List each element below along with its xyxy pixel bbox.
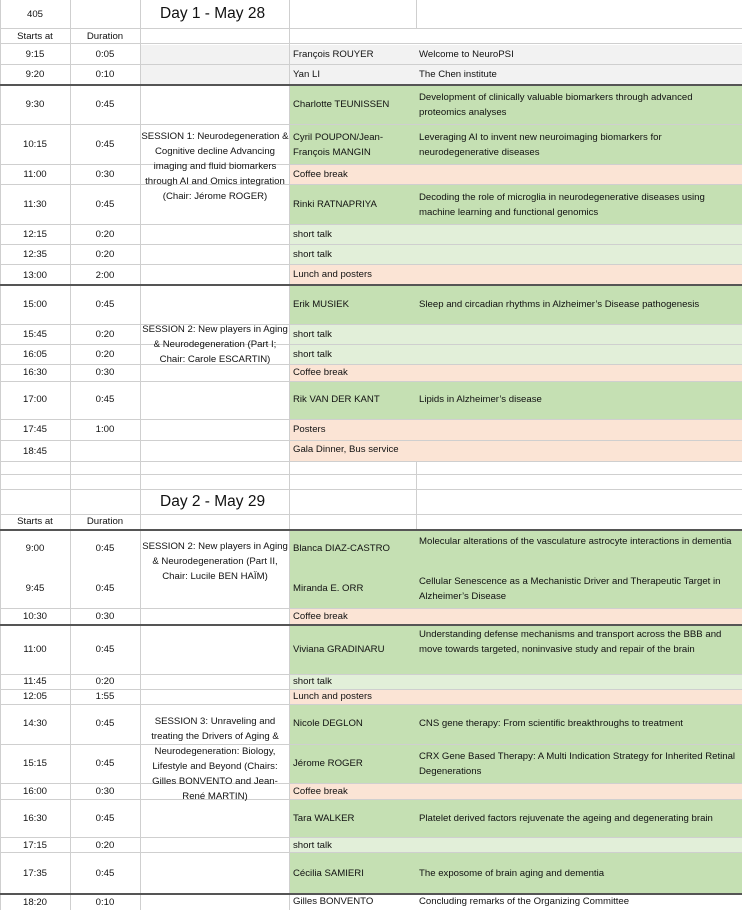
speaker: Tara WALKER [293, 813, 355, 824]
speaker: François ROUYER [293, 49, 374, 60]
row-line [0, 244, 742, 245]
start-time: 11:45 [23, 676, 47, 687]
talk-title: Molecular alterations of the vasculature astrocyte interactions in dementia [419, 536, 732, 547]
speaker: Charlotte TEUNISSEN [293, 99, 390, 110]
duration-header: Duration [86, 31, 124, 42]
col-line [289, 0, 290, 910]
start-time: 9:15 [25, 49, 45, 60]
break-label: Posters [293, 424, 326, 435]
duration: 0:30 [95, 611, 115, 622]
row-line [0, 64, 742, 65]
start-time: 15:45 [22, 329, 47, 340]
row-line [0, 419, 742, 420]
short-talk-label: short talk [293, 349, 332, 360]
row-line [0, 164, 742, 165]
talk-title: CRX Gene Based Therapy: A Multi Indication Strategy for Inherited Retinal Degenerations [419, 751, 736, 777]
duration-header: Duration [86, 516, 124, 527]
session-label: SESSION 1: Neurodegeneration & Cognitive decline Advancing imaging and fluid biomarkers through AI and Omics integration (Chair: Jérome ROGER) [141, 131, 289, 202]
talk-title: Platelet derived factors rejuvenate the ageing and degenerating brain [419, 813, 713, 824]
duration: 0:45 [95, 139, 115, 150]
duration: 0:20 [95, 349, 115, 360]
row-line [0, 744, 742, 745]
starts-header: Starts at [17, 516, 53, 527]
col-line [416, 461, 417, 530]
talk-title: Sleep and circadian rhythms in Alzheimer’s Disease pathogenesis [419, 299, 700, 310]
break-fill [290, 783, 742, 799]
duration: 0:45 [95, 758, 115, 769]
speaker: Nicole DEGLON [293, 718, 363, 729]
talk-title: CNS gene therapy: From scientific breakthroughs to treatment [419, 718, 683, 729]
row-line [0, 381, 742, 382]
row-line [0, 474, 742, 475]
break-label: Coffee break [293, 169, 348, 180]
talk-title: Understanding defense mechanisms and transport across the BBB and move towards targeted, noninvasive study and repair of the brain [419, 629, 722, 655]
session-label: SESSION 2: New players in Aging & Neurodegeneration (Part I; Chair: Carole ESCARTIN) [142, 324, 288, 365]
talk-title: The Chen institute [419, 69, 497, 80]
duration: 0:30 [95, 367, 115, 378]
day1-title: Day 1 - May 28 [160, 5, 266, 22]
break-label: Coffee break [293, 786, 348, 797]
duration: 0:20 [95, 840, 115, 851]
room-number: 405 [26, 9, 43, 20]
short-talk-label: short talk [293, 676, 332, 687]
session-label: SESSION 3: Unraveling and treating the Drivers of Aging & Neurodegeneration: Biology, Lifestyle and Beyond (Chairs: Gilles BONVENTO and Jean-René MARTIN) [151, 716, 279, 802]
start-time: 17:15 [22, 840, 47, 851]
speaker: Cyril POUPON/Jean-François MANGIN [293, 132, 384, 158]
row-line [0, 461, 742, 462]
day2-title: Day 2 - May 29 [160, 493, 266, 510]
row-line [0, 704, 742, 705]
short-fill [290, 837, 742, 852]
start-time: 14:30 [22, 718, 47, 729]
start-time: 9:45 [25, 583, 45, 594]
start-time: 10:30 [22, 611, 47, 622]
speaker: Yan LI [293, 69, 321, 80]
start-time: 9:30 [25, 99, 45, 110]
speaker: Jérome ROGER [293, 758, 363, 769]
speaker: Viviana GRADINARU [293, 644, 385, 655]
speaker: Cécilia SAMIERI [293, 868, 364, 879]
start-time: 15:00 [22, 299, 47, 310]
duration: 1:00 [95, 424, 115, 435]
row-line [0, 264, 742, 265]
duration: 0:10 [95, 69, 115, 80]
duration: 0:20 [95, 676, 115, 687]
short-talk-label: short talk [293, 229, 332, 240]
duration: 0:45 [95, 644, 115, 655]
speaker: Miranda E. ORR [293, 583, 364, 594]
row-line [0, 624, 742, 626]
break-label: Coffee break [293, 367, 348, 378]
duration: 0:45 [95, 718, 115, 729]
speaker: Blanca DIAZ-CASTRO [293, 543, 391, 554]
break-fill [290, 164, 742, 184]
talk-title: Development of clinically valuable biomarkers through advanced proteomics analyses [419, 92, 693, 118]
start-time: 11:30 [23, 199, 47, 210]
starts-header: Starts at [17, 31, 53, 42]
row-line [0, 124, 742, 125]
duration: 0:45 [95, 99, 115, 110]
start-time: 11:00 [23, 169, 47, 180]
start-time: 9:00 [25, 543, 45, 554]
talk-title: Concluding remarks of the Organizing Committee [419, 896, 630, 907]
break-label: Lunch and posters [293, 691, 372, 702]
talk-title: Leveraging AI to invent new neuroimaging biomarkers for neurodegenerative diseases [419, 132, 662, 158]
start-time: 12:35 [22, 249, 47, 260]
duration: 0:30 [95, 169, 115, 180]
speaker: Gilles BONVENTO [293, 896, 374, 907]
duration: 0:45 [95, 199, 115, 210]
duration: 0:20 [95, 229, 115, 240]
row-line [0, 344, 742, 345]
start-time: 12:05 [22, 691, 47, 702]
break-fill [290, 608, 742, 624]
short-talk-label: short talk [293, 840, 332, 851]
short-fill [290, 674, 742, 689]
break-label: Gala Dinner, Bus service [293, 444, 399, 455]
speaker: Rik VAN DER KANT [293, 394, 380, 405]
duration: 0:45 [95, 583, 115, 594]
duration: 0:10 [95, 897, 115, 908]
duration: 0:45 [95, 394, 115, 405]
duration: 0:20 [95, 329, 115, 340]
break-fill [290, 364, 742, 381]
row-line [0, 799, 742, 800]
start-time: 13:00 [22, 270, 47, 281]
col-line [416, 0, 417, 28]
row-line [0, 184, 742, 185]
start-time: 16:30 [22, 367, 47, 378]
start-time: 18:20 [22, 897, 47, 908]
start-time: 15:15 [22, 758, 47, 769]
start-time: 17:45 [22, 424, 47, 435]
duration: 0:05 [95, 49, 115, 60]
start-time: 12:15 [22, 229, 47, 240]
talk-title: Welcome to NeuroPSI [419, 49, 514, 60]
break-label: Coffee break [293, 611, 348, 622]
start-time: 10:15 [22, 139, 47, 150]
start-time: 17:00 [22, 394, 47, 405]
break-label: Lunch and posters [293, 269, 372, 280]
duration: 0:20 [95, 249, 115, 260]
duration: 0:45 [95, 299, 115, 310]
row-line [0, 440, 742, 441]
start-time: 18:45 [22, 446, 47, 457]
start-time: 16:30 [22, 813, 47, 824]
row-line [0, 324, 742, 325]
talk-title: The exposome of brain aging and dementia [419, 868, 605, 879]
start-time: 9:20 [25, 69, 45, 80]
session-label: SESSION 2: New players in Aging & Neurodegeneration (Part II, Chair: Lucile BEN HAÏM) [142, 541, 288, 582]
duration: 2:00 [95, 270, 115, 281]
row-line [0, 224, 742, 225]
start-time: 11:00 [23, 644, 47, 655]
duration: 0:30 [95, 786, 115, 797]
speaker: Erik MUSIEK [293, 299, 349, 310]
speaker: Rinki RATNAPRIYA [293, 199, 377, 210]
start-time: 17:35 [22, 868, 47, 879]
row-line [0, 529, 742, 531]
row-line [0, 489, 742, 490]
start-time: 16:00 [22, 786, 47, 797]
talk-title: Decoding the role of microglia in neurodegenerative diseases using machine learning and functional genomics [419, 192, 705, 218]
talk-title: Cellular Senescence as a Mechanistic Driver and Therapeutic Target in Alzheimer’s Disease [419, 576, 721, 602]
short-talk-label: short talk [293, 249, 332, 260]
short-talk-label: short talk [293, 329, 332, 340]
duration: 1:55 [95, 691, 115, 702]
start-time: 16:05 [22, 349, 47, 360]
row-line [0, 284, 742, 286]
duration: 0:45 [95, 543, 115, 554]
talk-title: Lipids in Alzheimer’s disease [419, 394, 542, 405]
duration: 0:45 [95, 868, 115, 879]
row-line [0, 84, 742, 86]
duration: 0:45 [95, 813, 115, 824]
